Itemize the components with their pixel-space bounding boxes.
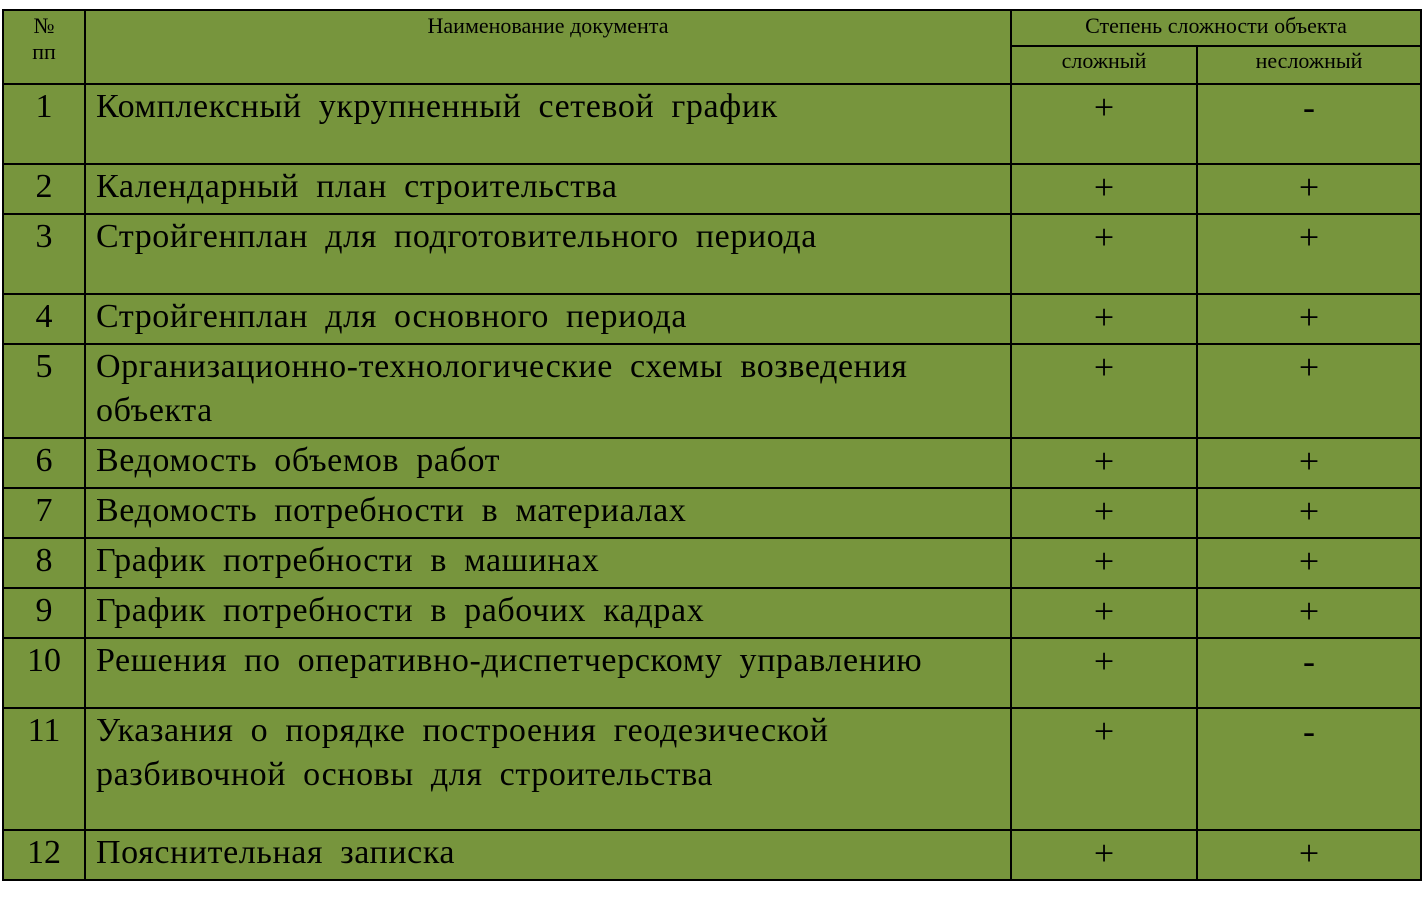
row-number: 9 — [3, 588, 85, 638]
row-complex-mark: + — [1011, 638, 1197, 708]
header-number-label: № — [33, 13, 55, 38]
row-number: 11 — [3, 708, 85, 830]
row-complex-mark: + — [1011, 588, 1197, 638]
row-complex-mark: + — [1011, 830, 1197, 880]
row-simple-mark: + — [1197, 214, 1421, 294]
row-number: 3 — [3, 214, 85, 294]
row-document-name — [85, 294, 1011, 344]
document-name-line: Комплексный укрупненный сетевой график — [96, 88, 778, 125]
row-document-name — [85, 638, 1011, 708]
row-complex-mark: + — [1011, 344, 1197, 438]
row-number: 8 — [3, 538, 85, 588]
row-simple-mark: - — [1197, 638, 1421, 708]
table-row — [3, 214, 1421, 294]
row-complex-mark: + — [1011, 538, 1197, 588]
table-row — [3, 84, 1421, 164]
row-simple-mark: + — [1197, 538, 1421, 588]
row-number: 10 — [3, 638, 85, 708]
header-simple-label: несложный — [1255, 48, 1363, 73]
document-name-line: График потребности в рабочих кадрах — [96, 592, 705, 629]
table-row — [3, 438, 1421, 488]
header-complex-cell — [1011, 46, 1197, 84]
document-name-line: Календарный план строительства — [96, 168, 618, 205]
documents-table — [2, 9, 1422, 881]
header-name-cell — [85, 10, 1011, 84]
row-simple-mark: + — [1197, 164, 1421, 214]
row-complex-mark: + — [1011, 708, 1197, 830]
document-name-line: Решения по оперативно-диспетчерскому управлению — [96, 642, 923, 679]
row-document-name — [85, 214, 1011, 294]
table-row — [3, 830, 1421, 880]
row-number: 6 — [3, 438, 85, 488]
row-simple-mark: + — [1197, 344, 1421, 438]
row-number: 5 — [3, 344, 85, 438]
header-simple-cell — [1197, 46, 1421, 84]
document-name-line: Указания о порядке построения геодезической — [96, 712, 829, 749]
document-name-line: Стройгенплан для основного периода — [96, 298, 688, 335]
row-complex-mark: + — [1011, 488, 1197, 538]
row-simple-mark: + — [1197, 830, 1421, 880]
table-row — [3, 538, 1421, 588]
row-number: 4 — [3, 294, 85, 344]
document-name-line: График потребности в машинах — [96, 542, 600, 579]
row-document-name — [85, 588, 1011, 638]
header-degree-cell — [1011, 10, 1421, 46]
row-document-name — [85, 488, 1011, 538]
row-complex-mark: + — [1011, 84, 1197, 164]
row-document-name — [85, 538, 1011, 588]
document-name-line: разбивочной основы для строительства — [96, 756, 714, 793]
table-row — [3, 344, 1421, 438]
row-simple-mark: - — [1197, 84, 1421, 164]
row-complex-mark: + — [1011, 214, 1197, 294]
header-degree-label: Степень сложности объекта — [1085, 13, 1347, 38]
row-simple-mark: + — [1197, 588, 1421, 638]
table-row — [3, 488, 1421, 538]
row-document-name — [85, 164, 1011, 214]
document-name-line: Ведомость потребности в материалах — [96, 492, 687, 529]
row-complex-mark: + — [1011, 294, 1197, 344]
table-row — [3, 588, 1421, 638]
row-number: 12 — [3, 830, 85, 880]
table-row — [3, 164, 1421, 214]
row-number: 2 — [3, 164, 85, 214]
row-number: 1 — [3, 84, 85, 164]
row-document-name — [85, 438, 1011, 488]
table-row — [3, 708, 1421, 830]
document-name-line: Пояснительная записка — [96, 834, 456, 871]
document-name-line: Организационно-технологические схемы возведения — [96, 348, 908, 385]
header-complex-label: сложный — [1061, 48, 1147, 73]
document-name-line: объекта — [96, 392, 213, 429]
row-simple-mark: + — [1197, 294, 1421, 344]
row-document-name — [85, 708, 1011, 830]
row-simple-mark: - — [1197, 708, 1421, 830]
row-document-name — [85, 344, 1011, 438]
row-number: 7 — [3, 488, 85, 538]
row-complex-mark: + — [1011, 438, 1197, 488]
row-document-name — [85, 830, 1011, 880]
row-complex-mark: + — [1011, 164, 1197, 214]
header-number-sublabel: пп — [32, 39, 56, 64]
document-name-line: Стройгенплан для подготовительного периода — [96, 218, 817, 255]
header-row — [3, 10, 1421, 46]
header-name-label: Наименование документа — [427, 13, 669, 38]
document-name-line: Ведомость объемов работ — [96, 442, 501, 479]
table-row — [3, 638, 1421, 708]
row-simple-mark: + — [1197, 438, 1421, 488]
table-row — [3, 294, 1421, 344]
row-document-name — [85, 84, 1011, 164]
row-simple-mark: + — [1197, 488, 1421, 538]
header-number-cell — [3, 10, 85, 84]
